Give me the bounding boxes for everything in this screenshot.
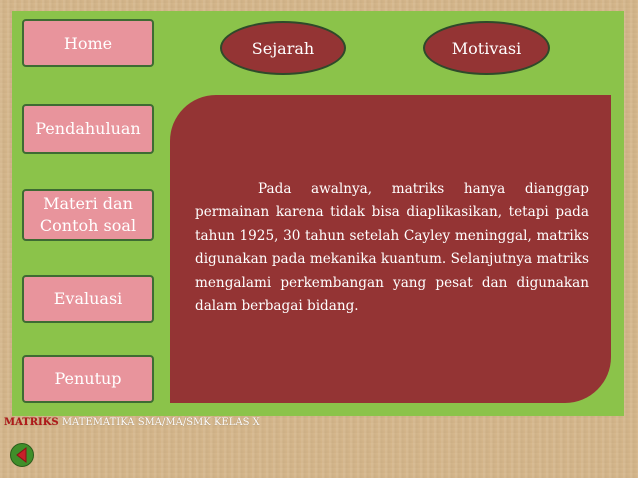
nav-penutup-label: Penutup [54, 369, 122, 388]
nav-penutup-button[interactable] [22, 355, 154, 403]
nav-materi-label [40, 193, 136, 237]
content-paragraph: Pada awalnya, matriks hanya dianggap permainan karena tidak bisa diaplikasikan, tetapi pada tahun 1925, 30 tahun setelah Cayley meninggal, matriks digunakan pada mekanika kuantum. Selanjutnya matriks mengalami perkembangan yang pesat dan digunakan dalam berbagai bidang. [195, 181, 589, 315]
nav-home-button[interactable] [22, 19, 154, 67]
motivasi-button[interactable] [423, 21, 550, 75]
motivasi-label: Motivasi [451, 38, 522, 58]
footer-title [4, 417, 260, 428]
footer-rest: MATEMATIKA SMA/MA/SMK KELAS X [61, 417, 260, 428]
back-button[interactable] [10, 443, 34, 467]
nav-materi-button[interactable] [22, 189, 154, 241]
footer-highlight: MATRIKS [4, 417, 59, 428]
nav-evaluasi-label: Evaluasi [53, 289, 123, 308]
sejarah-label: Sejarah [251, 38, 315, 58]
arrow-left-icon [11, 444, 33, 466]
nav-materi-label-line2: Contoh soal [39, 216, 137, 235]
nav-materi-label-line1: Materi dan [43, 194, 133, 213]
nav-home-label: Home [63, 34, 113, 53]
sejarah-button[interactable] [220, 21, 346, 75]
nav-pendahuluan-label: Pendahuluan [35, 119, 141, 138]
nav-pendahuluan-button[interactable] [22, 104, 154, 154]
nav-evaluasi-button[interactable] [22, 275, 154, 323]
